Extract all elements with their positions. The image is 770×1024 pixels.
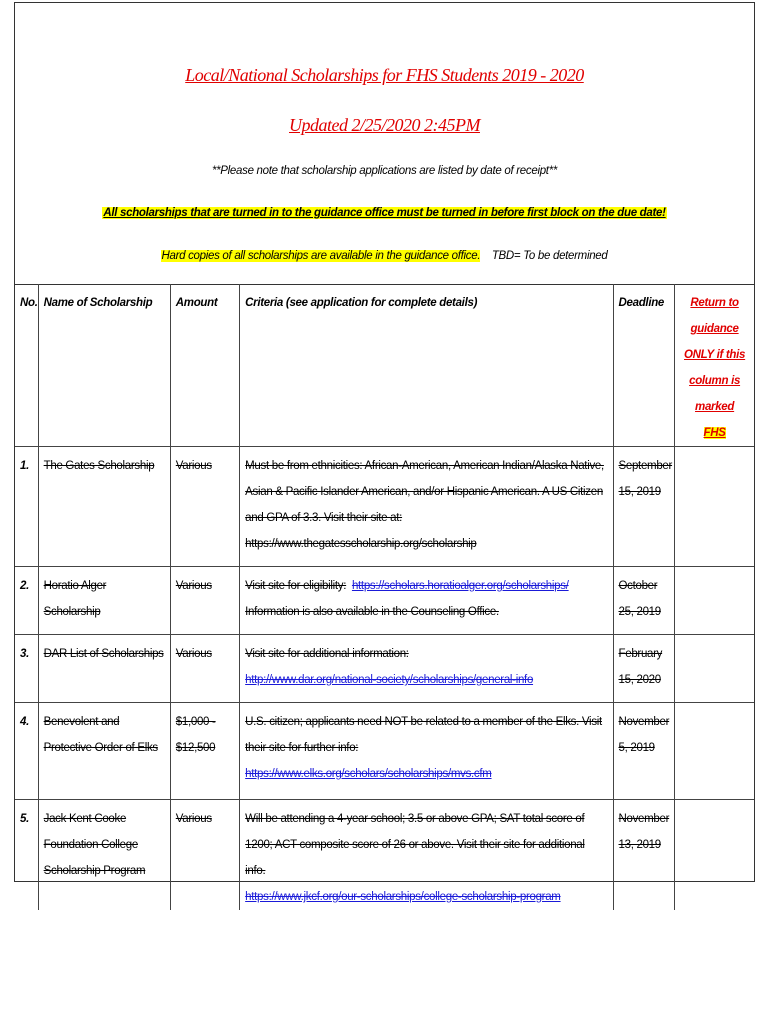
deadline-warning	[15, 207, 754, 219]
table-row	[15, 447, 754, 567]
scholarship-deadline: February 15, 2020	[613, 635, 675, 703]
row-number: 4.	[15, 703, 38, 800]
criteria-text: Visit site for additional information:	[245, 648, 409, 660]
return-fhs: FHS	[703, 427, 726, 439]
table-row	[15, 567, 754, 635]
col-header-return	[675, 284, 754, 447]
criteria-after: Information is also available in the Counseling Office.	[245, 606, 499, 618]
table-row	[15, 800, 754, 911]
criteria-link[interactable]: https://scholars.horatioalger.org/scholarships/	[351, 580, 569, 592]
scholarship-amount: Various	[170, 800, 239, 911]
scholarship-sheet	[14, 2, 755, 903]
criteria-text: U.S. citizen; applicants need NOT be related to a member of the Elks. Visit their site for further info:	[245, 716, 602, 754]
receipt-note: **Please note that scholarship applications are listed by date of receipt**	[211, 165, 558, 177]
hard-copy-text: Hard copies of all scholarships are available in the guidance office.	[161, 250, 481, 262]
criteria-text: Must be from ethnicities: African-American, American Indian/Alaska Native, Asian & Pacific Islander American, and/or Hispanic American. A US Citizen and GPA of 3.3. Visit their site at:	[245, 460, 604, 524]
tbd-text: TBD= To be determined	[491, 250, 608, 262]
scholarship-criteria	[240, 800, 613, 911]
return-cell	[675, 800, 754, 911]
scholarship-criteria	[240, 635, 613, 703]
row-number: 3.	[15, 635, 38, 703]
row-number: 2.	[15, 567, 38, 635]
scholarship-amount: $1,000 - $12,500	[170, 703, 239, 800]
table-row	[15, 635, 754, 703]
scholarship-name: DAR List of Scholarships	[38, 635, 170, 703]
criteria-text: Visit site for eligibility:	[245, 580, 347, 592]
return-cell	[675, 567, 754, 635]
table-row	[15, 703, 754, 800]
row-number: 5.	[15, 800, 38, 911]
col-header-name: Name of Scholarship	[38, 284, 170, 447]
scholarship-deadline: November 13, 2019	[613, 800, 675, 911]
criteria-link[interactable]: https://www.jkcf.org/our-scholarships/college-scholarship-program	[245, 891, 561, 903]
scholarship-name: The Gates Scholarship	[38, 447, 170, 567]
hard-copy-note	[15, 250, 754, 262]
col-header-amount: Amount	[170, 284, 239, 447]
criteria-link[interactable]: https://www.elks.org/scholars/scholarships/mvs.cfm	[245, 768, 492, 780]
col-header-no: No.	[15, 284, 38, 447]
scholarship-name: Horatio Alger Scholarship	[38, 567, 170, 635]
col-header-deadline: Deadline	[613, 284, 675, 447]
scholarship-criteria	[240, 703, 613, 800]
scholarship-deadline: October 25, 2019	[613, 567, 675, 635]
updated-date: Updated 2/25/2020 2:45PM	[289, 115, 480, 135]
scholarship-amount: Various	[170, 567, 239, 635]
criteria-link[interactable]: https://www.thegatesscholarship.org/scholarship	[245, 538, 477, 550]
scholarship-amount: Various	[170, 447, 239, 567]
scholarship-deadline: November 5, 2019	[613, 703, 675, 800]
col-header-criteria: Criteria (see application for complete details)	[240, 284, 613, 447]
scholarship-amount: Various	[170, 635, 239, 703]
header-section	[15, 3, 754, 285]
table-header-row	[15, 284, 754, 447]
scholarship-criteria	[240, 447, 613, 567]
scholarship-name: Jack Kent Cooke Foundation College Scholarship Program	[38, 800, 170, 911]
scholarship-table	[15, 284, 754, 910]
return-text: Return to guidance ONLY if this column is marked	[684, 297, 746, 413]
return-cell	[675, 703, 754, 800]
criteria-text: Will be attending a 4-year school; 3.5 or above GPA; SAT total score of 1200; ACT composite score of 26 or above. Visit their site for additional info.	[245, 813, 585, 877]
scholarship-deadline: September 15, 2019	[613, 447, 675, 567]
return-cell	[675, 447, 754, 567]
return-cell	[675, 635, 754, 703]
page-title: Local/National Scholarships for FHS Students 2019 - 2020	[185, 65, 584, 85]
scholarship-name: Benevolent and Protective Order of Elks	[38, 703, 170, 800]
row-number: 1.	[15, 447, 38, 567]
scholarship-criteria	[240, 567, 613, 635]
criteria-link[interactable]: http://www.dar.org/national-society/scholarships/general-info	[245, 674, 534, 686]
warning-text: All scholarships that are turned in to the guidance office must be turned in before first block on the due date!	[103, 207, 666, 219]
